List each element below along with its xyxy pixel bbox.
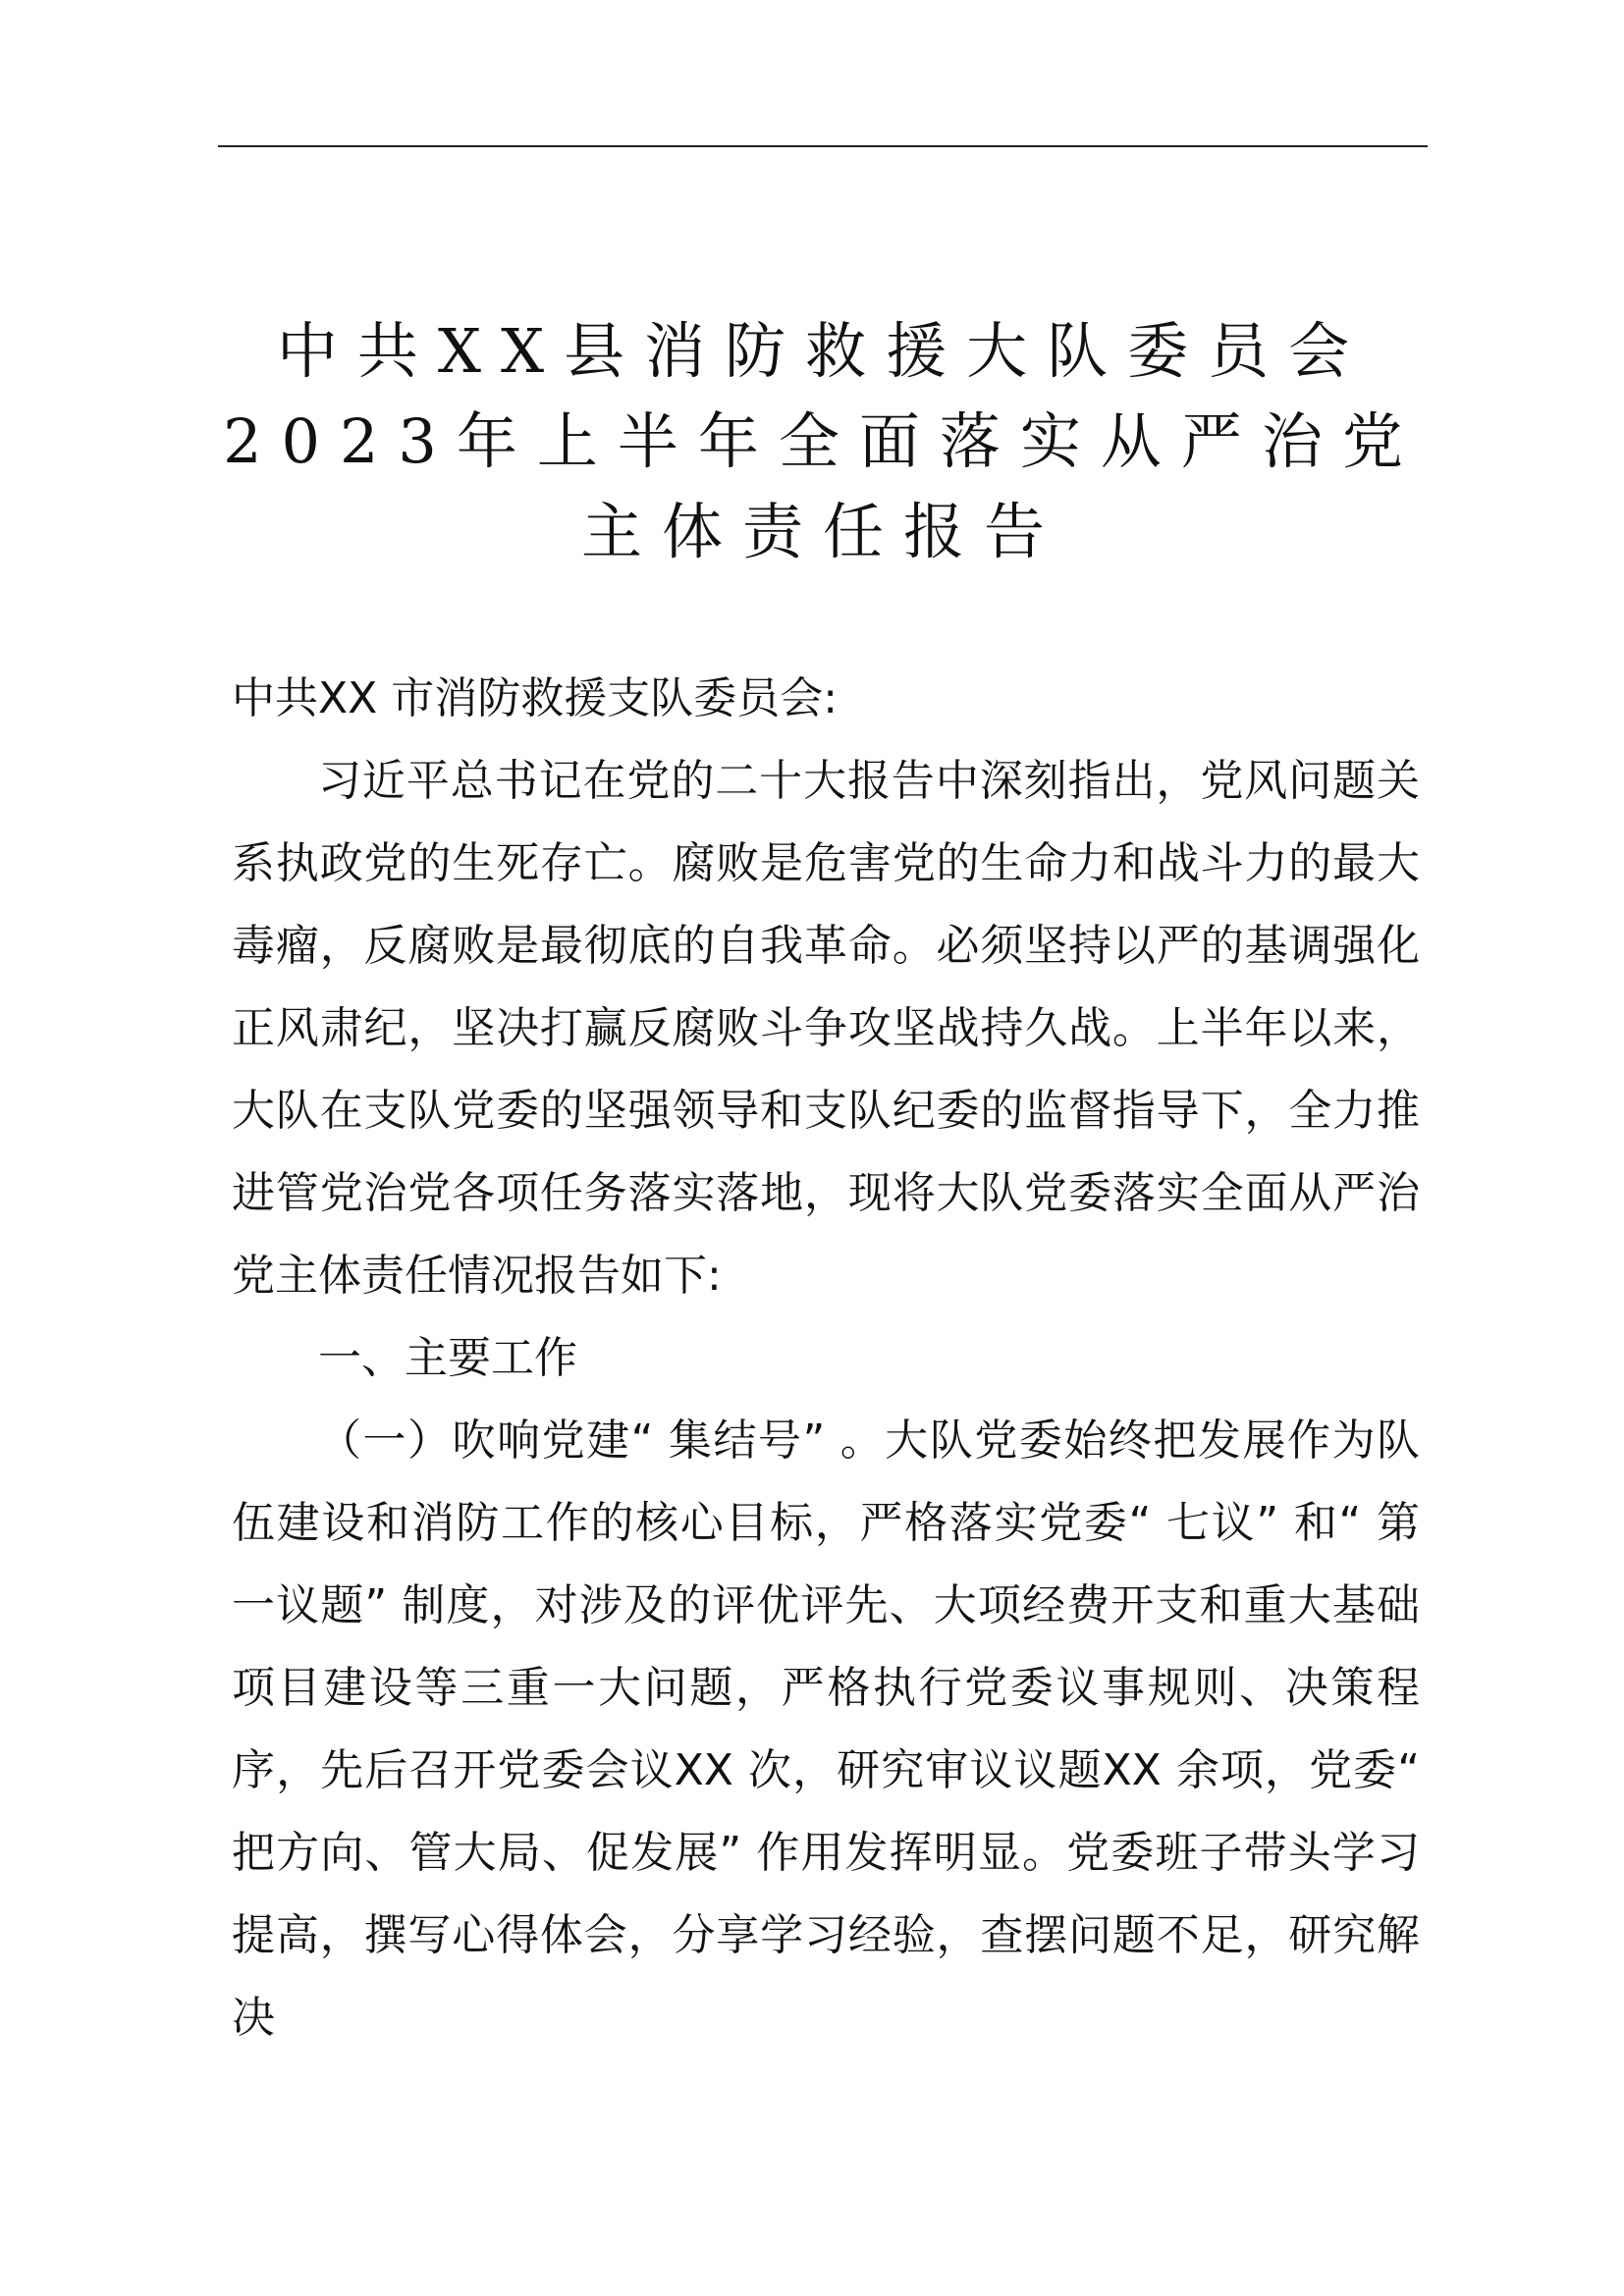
title-line-3: 主体责任报告 (580, 496, 1064, 567)
salutation: 中共XX 市消防救援支队委员会: (232, 673, 839, 723)
document-title (218, 306, 1428, 577)
header-rule (218, 145, 1428, 147)
title-line-2: 2023年上半年全面落实从严治党 (223, 405, 1423, 477)
title-line-1: 中共XX县消防救援大队委员会 (276, 315, 1370, 387)
document-body (232, 658, 1420, 2059)
intro-paragraph: 习近平总书记在党的二十大报告中深刻指出，党风问题关系执政党的生死存亡。腐败是危害党的生命力和战斗力的最大毒瘤，反腐败是最彻底的自我革命。必须坚持以严的基调强化正风肃纪，坚决打赢反腐败斗争攻坚战持久战。上半年以来，大队在支队党委的坚强领导和支队纪委的监督指导下，全力推进管党治党各项任务落实落地，现将大队党委落实全面从严治党主体责任情况报告如下: (232, 756, 1420, 1301)
section-paragraph: （一）吹响党建“ 集结号” 。大队党委始终把发展作为队伍建设和消防工作的核心目标，严格落实党委“ 七议” 和“ 第一议题” 制度，对涉及的评优评先、大项经费开支和重大基础项目建设等三重一大问题，严格执行党委议事规则、决策程序，先后召开党委会议XX 次，研究审议议题XX 余项，党委“ 把方向、管大局、促发展” 作用发挥明显。党委班子带头学习提高，撰写心得体会，分享学习经验，查摆问题不足，研究解决 (232, 1415, 1420, 2043)
section-heading: 一、主要工作 (318, 1333, 577, 1383)
